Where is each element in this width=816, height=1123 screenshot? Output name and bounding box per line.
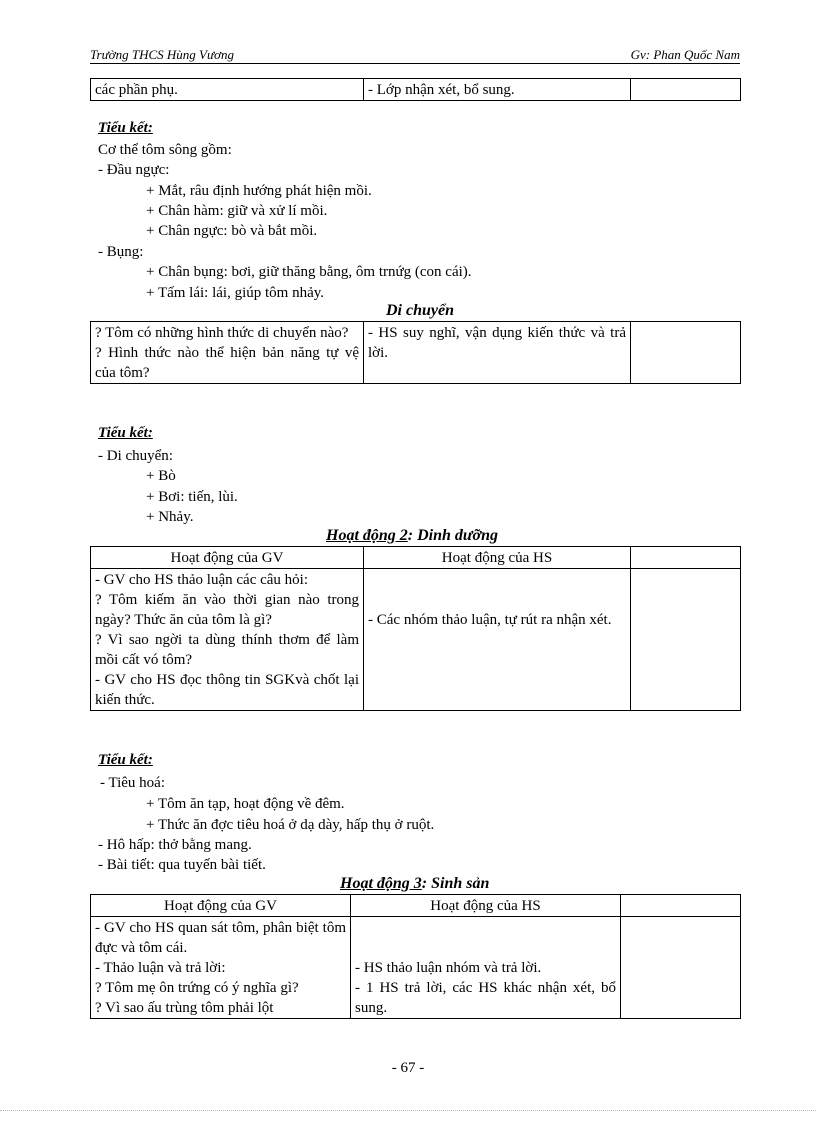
summary-line: + Chân ngực: bò và bắt mồi. <box>146 223 318 239</box>
summary-line: + Tôm ăn tạp, hoạt động về đêm. <box>146 796 345 812</box>
cell-text: ? Vì sao ngời ta dùng thính thơm để làm mồi cất vó tôm? <box>95 632 359 668</box>
cell-text: ? Tôm kiếm ăn vào thời gian nào trong ngày? Thức ăn của tôm là gì? <box>95 592 359 628</box>
column-header <box>621 895 741 917</box>
summary-line: Cơ thể tôm sông gồm: <box>98 142 232 158</box>
column-header: Hoạt động của GV <box>91 547 364 569</box>
page-number: - 67 - <box>391 1060 425 1076</box>
summary-line: + Tấm lái: lái, giúp tôm nhảy. <box>146 285 325 301</box>
table-cell: các phần phụ. <box>91 79 364 101</box>
table-cell <box>631 569 741 711</box>
section-name: : Dinh dưỡng <box>407 527 498 544</box>
summary-line: + Bò <box>146 468 176 484</box>
column-header <box>631 547 741 569</box>
summary-line: + Bơi: tiến, lùi. <box>146 489 238 505</box>
summary-line: - Đầu ngực: <box>98 162 170 178</box>
table-header-row <box>91 547 741 569</box>
table-row <box>91 322 741 384</box>
cell-text: - GV cho HS đọc thông tin SGKvà chốt lại kiến thức. <box>95 672 359 708</box>
column-header: Hoạt động của GV <box>91 895 351 917</box>
summary-line: + Thức ăn đợc tiêu hoá ở dạ dày, hấp thụ ở ruột. <box>146 817 435 833</box>
section-title-reproduction <box>340 875 489 893</box>
table-cell <box>91 569 364 711</box>
summary-line: - Bụng: <box>98 244 144 260</box>
cell-text: ? Vì sao ấu trùng tôm phải lột <box>95 1000 274 1016</box>
summary-title: Tiểu kết: <box>98 752 153 768</box>
summary-line: - Hô hấp: thở bằng mang. <box>98 837 252 853</box>
page-bottom-edge <box>0 1110 816 1111</box>
cell-text: - GV cho HS quan sát tôm, phân biệt tôm đực và tôm cái. <box>95 920 346 956</box>
cell-text: - HS thảo luận nhóm và trả lời. <box>355 960 542 976</box>
table-row <box>91 917 741 1019</box>
table-cell <box>91 917 351 1019</box>
summary-line: + Chân bụng: bơi, giữ thăng bằng, ôm trnứg (con cái). <box>146 264 472 280</box>
cell-text: - Thảo luận và trả lời: <box>95 960 226 976</box>
summary-line: - Bài tiết: qua tuyến bài tiết. <box>98 857 266 873</box>
summary-line: + Chân hàm: giữ và xử lí mồi. <box>146 203 328 219</box>
cell-text: - HS suy nghĩ, vận dụng kiến thức và trả lời. <box>368 325 626 361</box>
summary-line: + Nhảy. <box>146 509 194 525</box>
summary-line: - Di chuyển: <box>98 448 173 464</box>
table-cell <box>364 322 631 384</box>
cell-text: - Các nhóm thảo luận, tự rút ra nhận xét. <box>368 612 612 628</box>
cell-text: ? Tôm mẹ ôn trứng có ý nghĩa gì? <box>95 980 299 996</box>
table-reproduction <box>90 894 741 1019</box>
page-header <box>90 46 740 64</box>
cell-text: ? Hình thức nào thể hiện bản năng tự vệ của tôm? <box>95 345 359 381</box>
table-move <box>90 321 741 384</box>
table-row <box>91 79 741 101</box>
cell-text: ? Tôm có những hình thức di chuyển nào? <box>95 325 349 341</box>
summary-line: - Tiêu hoá: <box>100 775 166 791</box>
section-prefix: Hoạt động 2 <box>326 527 408 544</box>
table-continuation <box>90 78 741 101</box>
section-name: : Sinh sản <box>421 875 490 892</box>
column-header: Hoạt động của HS <box>351 895 621 917</box>
table-cell <box>621 917 741 1019</box>
section-title-nutrition <box>326 527 498 545</box>
table-nutrition <box>90 546 741 711</box>
table-cell <box>631 322 741 384</box>
section-title-move: Di chuyển <box>386 302 454 319</box>
table-cell <box>631 79 741 101</box>
header-school: Trường THCS Hùng Vương <box>90 47 234 62</box>
table-cell <box>91 322 364 384</box>
header-teacher: Gv: Phan Quốc Nam <box>630 47 740 62</box>
cell-text: - GV cho HS thảo luận các câu hỏi: <box>95 572 308 588</box>
table-header-row <box>91 895 741 917</box>
cell-text: - 1 HS trả lời, các HS khác nhận xét, bổ sung. <box>355 980 616 1016</box>
table-cell <box>351 917 621 1019</box>
section-prefix: Hoạt động 3 <box>340 875 422 892</box>
table-cell <box>364 569 631 711</box>
table-cell: - Lớp nhận xét, bổ sung. <box>364 79 631 101</box>
summary-line: + Mắt, râu định hướng phát hiện mồi. <box>146 183 372 199</box>
column-header: Hoạt động của HS <box>364 547 631 569</box>
table-row <box>91 569 741 711</box>
summary-title: Tiểu kết: <box>98 120 153 136</box>
summary-title: Tiểu kết: <box>98 425 153 441</box>
